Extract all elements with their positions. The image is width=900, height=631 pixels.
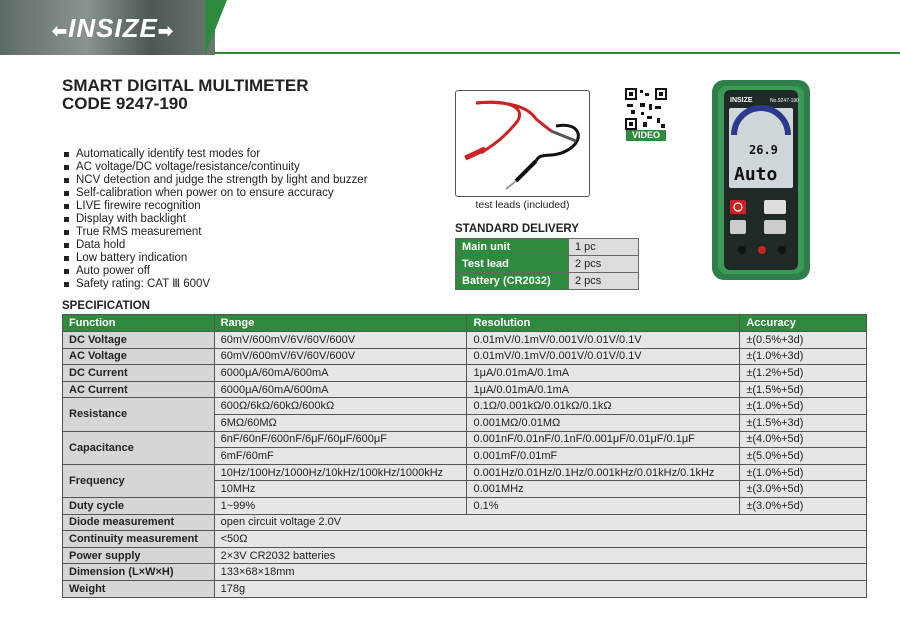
header-band <box>0 0 900 55</box>
function-cell: Diode measurement <box>63 514 215 531</box>
table-row <box>63 431 867 448</box>
resolution-cell: 0.01mV/0.1mV/0.001V/0.01V/0.1V <box>467 348 740 365</box>
product-name: SMART DIGITAL MULTIMETER <box>62 76 309 95</box>
feature-item: Low battery indication <box>62 252 368 265</box>
value-cell: 2×3V CR2032 batteries <box>214 547 866 564</box>
table-row <box>63 514 867 531</box>
accuracy-cell: ±(1.0%+3d) <box>740 348 867 365</box>
resolution-cell: 0.01mV/0.1mV/0.001V/0.01V/0.1V <box>467 332 740 349</box>
function-cell: Duty cycle <box>63 497 215 514</box>
accuracy-cell: ±(5.0%+5d) <box>740 448 867 465</box>
feature-item: Data hold <box>62 239 368 252</box>
table-row <box>456 239 639 256</box>
test-leads-caption: test leads (included) <box>475 199 570 211</box>
resolution-cell: 0.001Hz/0.01Hz/0.1Hz/0.001kHz/0.01kHz/0.1kHz <box>467 464 740 481</box>
range-cell: 1~99% <box>214 497 467 514</box>
function-cell: Weight <box>63 580 215 597</box>
meter-reading: 26.9 <box>749 143 778 157</box>
column-header: Range <box>214 315 467 332</box>
feature-item-continuation: AC voltage/DC voltage/resistance/continuity <box>62 161 368 174</box>
range-cell: 10Hz/100Hz/1000Hz/10kHz/100kHz/1000kHz <box>214 464 467 481</box>
range-cell: 10MHz <box>214 481 467 498</box>
table-row <box>63 564 867 581</box>
feature-item: Safety rating: CAT Ⅲ 600V <box>62 278 368 291</box>
meter-logo: INSIZE <box>730 97 753 104</box>
function-cell: DC Current <box>63 365 215 382</box>
accuracy-cell: ±(1.0%+5d) <box>740 464 867 481</box>
function-cell: Dimension (L×W×H) <box>63 564 215 581</box>
table-row <box>63 531 867 548</box>
qr-code-icon[interactable] <box>625 88 667 130</box>
table-row <box>456 256 639 273</box>
delivery-item: Main unit <box>456 239 569 256</box>
function-cell: Power supply <box>63 547 215 564</box>
table-row <box>63 398 867 415</box>
feature-item: Display with backlight <box>62 213 368 226</box>
delivery-qty: 2 pcs <box>569 256 639 273</box>
accuracy-cell: ±(1.0%+5d) <box>740 398 867 415</box>
feature-item: True RMS measurement <box>62 226 368 239</box>
range-cell: 6MΩ/60MΩ <box>214 414 467 431</box>
value-cell: 133×68×18mm <box>214 564 866 581</box>
value-cell: 178g <box>214 580 866 597</box>
table-row <box>63 365 867 382</box>
header-accent <box>205 0 227 55</box>
range-cell: 6000μA/60mA/600mA <box>214 381 467 398</box>
video-badge[interactable]: VIDEO <box>626 130 666 141</box>
range-cell: 6mF/60mF <box>214 448 467 465</box>
table-row <box>63 348 867 365</box>
resolution-cell: 1μA/0.01mA/0.1mA <box>467 381 740 398</box>
column-header: Function <box>63 315 215 332</box>
feature-list <box>62 148 368 291</box>
function-cell: AC Current <box>63 381 215 398</box>
function-cell: AC Voltage <box>63 348 215 365</box>
function-cell: DC Voltage <box>63 332 215 349</box>
table-row <box>63 547 867 564</box>
delivery-qty: 1 pc <box>569 239 639 256</box>
function-cell: Frequency <box>63 464 215 497</box>
multimeter-image <box>712 80 810 280</box>
function-cell: Capacitance <box>63 431 215 464</box>
delivery-item: Battery (CR2032) <box>456 273 569 290</box>
feature-item: Automatically identify test modes for <box>62 148 368 161</box>
feature-item: NCV detection and judge the strength by light and buzzer <box>62 174 368 187</box>
resolution-cell: 0.1% <box>467 497 740 514</box>
range-cell: 600Ω/6kΩ/60kΩ/600kΩ <box>214 398 467 415</box>
meter-mode: Auto <box>734 164 778 185</box>
accuracy-cell: ±(1.5%+3d) <box>740 414 867 431</box>
product-code: CODE 9247-190 <box>62 94 188 113</box>
resolution-cell: 0.001MΩ/0.01MΩ <box>467 414 740 431</box>
feature-item: LIVE firewire recognition <box>62 200 368 213</box>
table-row <box>63 497 867 514</box>
resolution-cell: 0.001MHz <box>467 481 740 498</box>
table-row <box>456 273 639 290</box>
feature-item: Auto power off <box>62 265 368 278</box>
accuracy-cell: ±(4.0%+5d) <box>740 431 867 448</box>
standard-delivery-table <box>455 238 639 290</box>
resolution-cell: 0.001mF/0.01mF <box>467 448 740 465</box>
accuracy-cell: ±(3.0%+5d) <box>740 497 867 514</box>
range-cell: 6nF/60nF/600nF/6μF/60μF/600μF <box>214 431 467 448</box>
function-cell: Continuity measurement <box>63 531 215 548</box>
table-header-row <box>63 315 867 332</box>
accuracy-cell: ±(3.0%+5d) <box>740 481 867 498</box>
resolution-cell: 1μA/0.01mA/0.1mA <box>467 365 740 382</box>
value-cell: open circuit voltage 2.0V <box>214 514 866 531</box>
test-leads-image <box>455 90 590 197</box>
resolution-cell: 0.001nF/0.01nF/0.1nF/0.001μF/0.01μF/0.1μF <box>467 431 740 448</box>
function-cell: Resistance <box>63 398 215 431</box>
delivery-item: Test lead <box>456 256 569 273</box>
specification-title: SPECIFICATION <box>62 300 150 312</box>
accuracy-cell: ±(1.2%+5d) <box>740 365 867 382</box>
product-title <box>62 77 308 113</box>
feature-item: Self-calibration when power on to ensure accuracy <box>62 187 368 200</box>
resolution-cell: 0.1Ω/0.001kΩ/0.01kΩ/0.1kΩ <box>467 398 740 415</box>
specification-table <box>62 314 867 598</box>
meter-model: No.9247-190 <box>770 98 799 104</box>
accuracy-cell: ±(1.5%+5d) <box>740 381 867 398</box>
table-row <box>63 332 867 349</box>
range-cell: 60mV/600mV/6V/60V/600V <box>214 332 467 349</box>
brand-logo: ⬅INSIZE➡ <box>52 13 174 43</box>
table-row <box>63 464 867 481</box>
delivery-qty: 2 pcs <box>569 273 639 290</box>
range-cell: 6000μA/60mA/600mA <box>214 365 467 382</box>
table-row <box>63 580 867 597</box>
standard-delivery-title: STANDARD DELIVERY <box>455 223 579 235</box>
value-cell: <50Ω <box>214 531 866 548</box>
column-header: Resolution <box>467 315 740 332</box>
range-cell: 60mV/600mV/6V/60V/600V <box>214 348 467 365</box>
column-header: Accuracy <box>740 315 867 332</box>
accuracy-cell: ±(0.5%+3d) <box>740 332 867 349</box>
table-row <box>63 381 867 398</box>
header-rule <box>215 52 900 54</box>
